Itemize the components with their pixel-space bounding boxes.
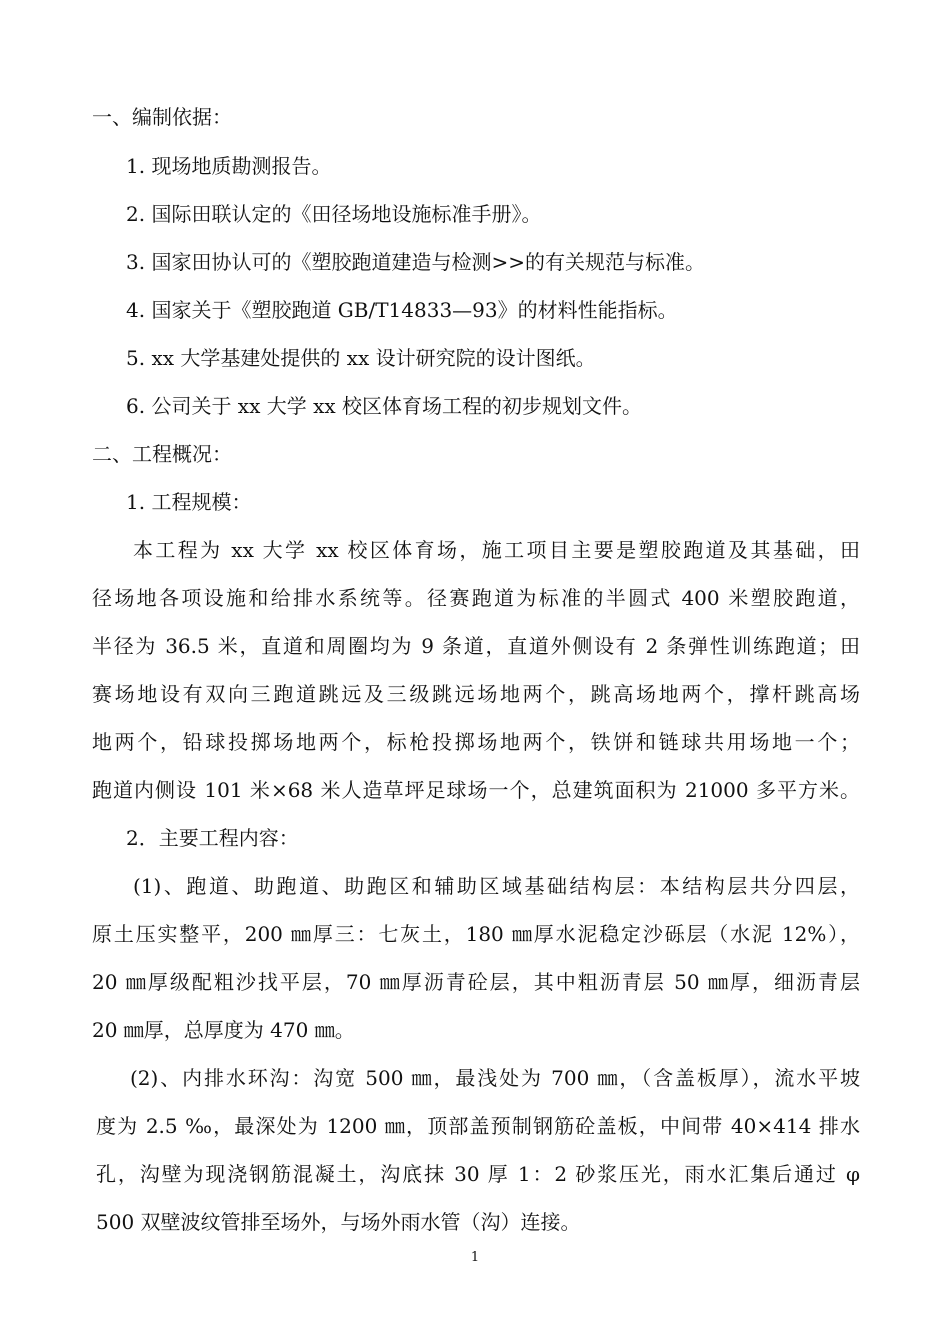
basis-item: 1. 现场地质勘测报告。 bbox=[126, 154, 332, 178]
paragraph-line: 径场地各项设施和给排水系统等。径赛跑道为标准的半圆式 400 米塑胶跑道， bbox=[92, 586, 860, 610]
page-number: 1 bbox=[470, 1250, 480, 1265]
section-heading-basis: 一、编制依据： bbox=[92, 105, 232, 129]
basis-item: 4. 国家关于《塑胶跑道 GB/T14833—93》的材料性能指标。 bbox=[126, 298, 678, 322]
paragraph-line: 半径为 36.5 米，直道和周圈均为 9 条道，直道外侧设有 2 条弹性训练跑道；田 bbox=[92, 634, 860, 658]
paragraph-line: 本工程为 xx 大学 xx 校区体育场，施工项目主要是塑胶跑道及其基础，田 bbox=[133, 538, 860, 562]
paragraph-line: 20 ㎜厚级配粗沙找平层，70 ㎜厚沥青砼层，其中粗沥青层 50 ㎜厚，细沥青层 bbox=[92, 970, 860, 994]
section-heading-overview: 二、工程概况： bbox=[92, 442, 232, 466]
subsection-title-scale: 1. 工程规模： bbox=[126, 490, 252, 514]
subsection-title-content: 2．主要工程内容： bbox=[126, 826, 299, 850]
basis-item: 5. xx 大学基建处提供的 xx 设计研究院的设计图纸。 bbox=[126, 346, 596, 370]
paragraph-line: 赛场地设有双向三跑道跳远及三级跳远场地两个，跳高场地两个，撑杆跳高场 bbox=[92, 682, 860, 706]
paragraph-line: 跑道内侧设 101 米×68 米人造草坪足球场一个，总建筑面积为 21000 多平方米。 bbox=[92, 778, 860, 802]
paragraph-line: 地两个，铅球投掷场地两个，标枪投掷场地两个，铁饼和链球共用场地一个； bbox=[92, 730, 860, 754]
paragraph-line: 20 ㎜厚，总厚度为 470 ㎜。 bbox=[92, 1018, 355, 1042]
basis-item: 3. 国家田协认可的《塑胶跑道建造与检测>>的有关规范与标准。 bbox=[126, 250, 705, 274]
paragraph-line: (1)、跑道、助跑道、助跑区和辅助区域基础结构层：本结构层共分四层， bbox=[133, 874, 860, 898]
paragraph-line: 度为 2.5 ‰，最深处为 1200 ㎜，顶部盖预制钢筋砼盖板，中间带 40×414 排水 bbox=[96, 1114, 860, 1138]
basis-item: 6. 公司关于 xx 大学 xx 校区体育场工程的初步规划文件。 bbox=[126, 394, 642, 418]
paragraph-line: 孔，沟壁为现浇钢筋混凝土，沟底抹 30 厚 1：2 砂浆压光，雨水汇集后通过 φ bbox=[96, 1162, 860, 1186]
paragraph-line: (2)、内排水环沟：沟宽 500 ㎜，最浅处为 700 ㎜，（含盖板厚），流水平坡 bbox=[130, 1066, 860, 1090]
paragraph-line: 500 双壁波纹管排至场外，与场外雨水管（沟）连接。 bbox=[96, 1210, 581, 1234]
basis-item: 2. 国际田联认定的《田径场地设施标准手册》。 bbox=[126, 202, 542, 226]
paragraph-line: 原土压实整平，200 ㎜厚三：七灰土，180 ㎜厚水泥稳定沙砾层（水泥 12%）， bbox=[92, 922, 860, 946]
